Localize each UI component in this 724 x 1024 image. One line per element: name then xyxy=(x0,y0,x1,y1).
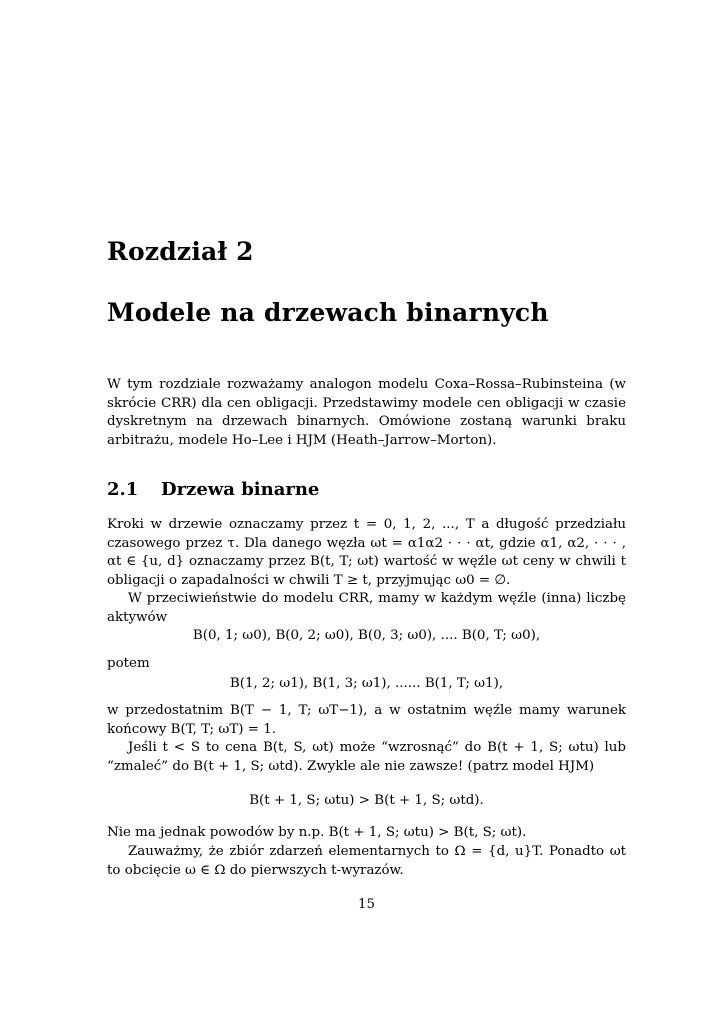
equation-next-prices: B(1, 2; ω1), B(1, 3; ω1), ...... B(1, T; ω1), xyxy=(229,676,504,691)
section-title: Drzewa binarne xyxy=(161,479,320,500)
paragraph-assets: W przeciwieństwie do modelu CRR, mamy w każdym węźle (inna) liczbę aktywów xyxy=(107,591,626,625)
chapter-label: Rozdział 2 xyxy=(107,237,254,266)
equation-initial-prices: B(0, 1; ω0), B(0, 2; ω0), B(0, 3; ω0), .... B(0, T; ω0), xyxy=(192,628,541,643)
chapter-title: Modele na drzewach binarnych xyxy=(107,298,549,327)
paragraph-then: potem xyxy=(107,656,150,671)
section-heading xyxy=(107,479,319,500)
paragraph-up-down: Jeśli t < S to cena B(t, S, ωt) może “wzrosnąć” do B(t + 1, S; ωtu) lub “zmaleć” do B(t + 1, S; ωtd). Zwykle ale nie zawsze! (patrz model HJM) xyxy=(107,740,626,774)
paragraph-sample-space: Zauważmy, że zbiór zdarzeń elementarnych to Ω = {d, u}T. Ponadto ωt to obcięcie ω ∈ Ω do pierwszych t-wyrazów. xyxy=(107,844,626,878)
section-number: 2.1 xyxy=(107,479,139,500)
equation-inequality: B(t + 1, S; ωtu) > B(t + 1, S; ωtd). xyxy=(249,793,484,808)
page-number: 15 xyxy=(357,897,376,912)
chapter-intro: W tym rozdziale rozważamy analogon modelu Coxa–Rossa–Rubinsteina (w skrócie CRR) dla cen obligacji. Przedstawimy modele cen obligacji w czasie dyskretnym na drzewach binarnych. Omówione zostaną warunki braku arbitrażu, modele Ho–Lee i HJM (Heath–Jarrow–Morton). xyxy=(107,377,626,448)
paragraph-terminal-condition: w przedostatnim B(T − 1, T; ωT−1), a w ostatnim węźle mamy warunek końcowy B(T, T; ωT) = 1. xyxy=(107,703,626,737)
paragraph-definitions: Kroki w drzewie oznaczamy przez t = 0, 1, 2, ..., T a długość przedziału czasowego przez τ. Dla danego węzła ωt = α1α2 · · · αt, gdzie α1, α2, · · · , αt ∈ {u, d} oznaczamy przez B(t, T; ωt) wartość w węźle ωt ceny w chwili t obligacji o zapadalności w chwili T ≥ t, przyjmując ω0 = ∅. xyxy=(107,517,626,588)
paragraph-no-reason: Nie ma jednak powodów by n.p. B(t + 1, S; ωtu) > B(t, S; ωt). xyxy=(107,825,527,840)
